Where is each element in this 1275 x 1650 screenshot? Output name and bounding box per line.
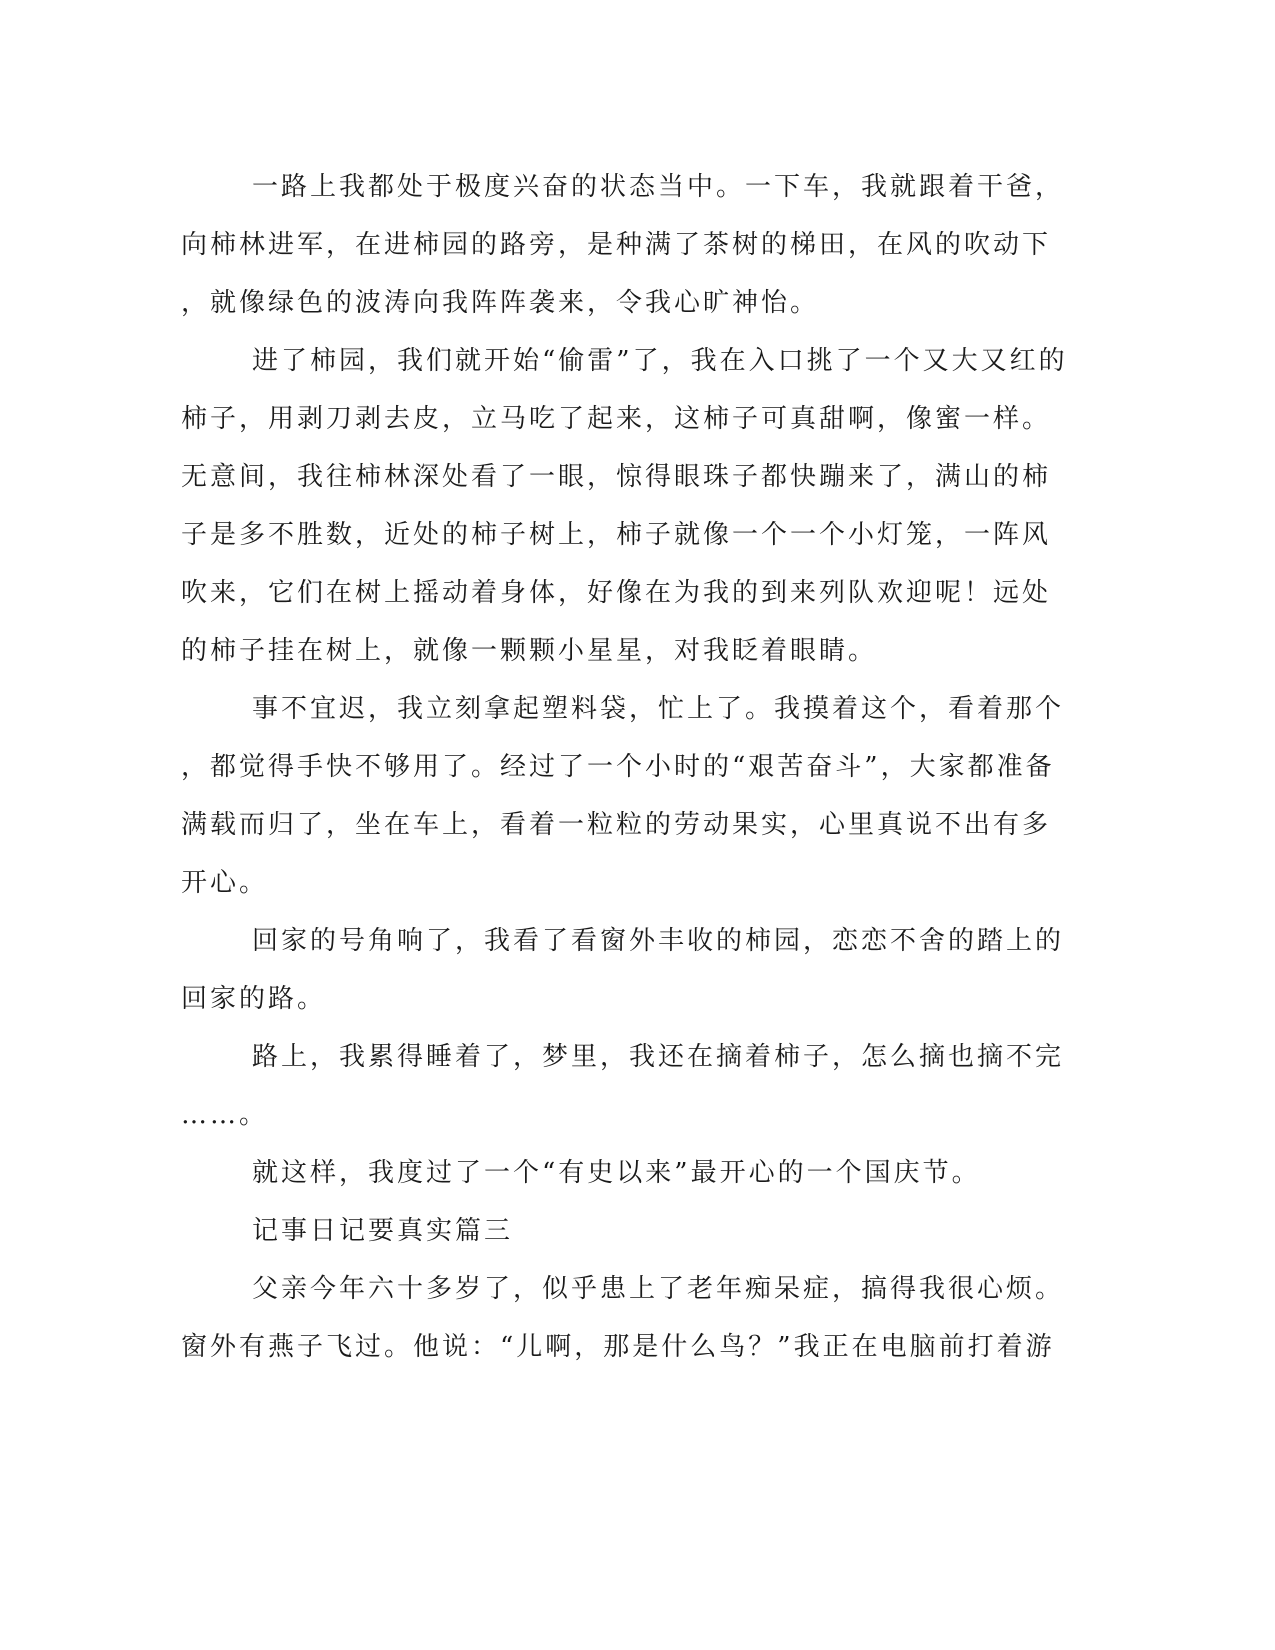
text-line-6: 无意间，我往柿林深处看了一眼，惊得眼珠子都快蹦来了，满山的柿 [181,462,1052,492]
text-line-8: 吹来，它们在树上摇动着身体，好像在为我的到来列队欢迎呢！远处 [181,578,1052,608]
text-line-20: 父亲今年六十多岁了，似乎患上了老年痴呆症，搞得我很心烦。 [252,1274,1065,1304]
text-line-10: 事不宜迟，我立刻拿起塑料袋，忙上了。我摸着这个，看着那个 [252,694,1065,724]
text-line-3: ，就像绿色的波涛向我阵阵袭来，令我心旷神怡。 [181,288,820,318]
text-line-1: 一路上我都处于极度兴奋的状态当中。一下车，我就跟着干爸， [252,172,1065,202]
text-line-15: 回家的路。 [181,984,327,1014]
text-line-2: 向柿林进军，在进柿园的路旁，是种满了茶树的梯田，在风的吹动下 [181,230,1052,260]
text-line-13: 开心。 [181,868,269,898]
text-line-11: ，都觉得手快不够用了。经过了一个小时的“艰苦奋斗”，大家都准备 [181,752,1055,782]
text-line-21: 窗外有燕子飞过。他说：“儿啊，那是什么鸟？”我正在电脑前打着游 [181,1332,1055,1362]
text-line-9: 的柿子挂在树上，就像一颗颗小星星，对我眨着眼睛。 [181,636,878,666]
text-line-18: 就这样，我度过了一个“有史以来”最开心的一个国庆节。 [252,1158,981,1188]
text-line-17: ……。 [181,1100,269,1130]
document-body [181,158,1068,1376]
text-line-5: 柿子，用剥刀剥去皮，立马吃了起来，这柿子可真甜啊，像蜜一样。 [181,404,1052,434]
text-line-16: 路上，我累得睡着了，梦里，我还在摘着柿子，怎么摘也摘不完 [252,1042,1065,1072]
text-line-4: 进了柿园，我们就开始“偷雷”了，我在入口挑了一个又大又红的 [252,346,1068,376]
text-line-12: 满载而归了，坐在车上，看着一粒粒的劳动果实，心里真说不出有多 [181,810,1052,840]
text-line-14: 回家的号角响了，我看了看窗外丰收的柿园，恋恋不舍的踏上的 [252,926,1065,956]
text-line-7: 子是多不胜数，近处的柿子树上，柿子就像一个一个小灯笼，一阵风 [181,520,1052,550]
section-heading: 记事日记要真实篇三 [252,1216,514,1246]
